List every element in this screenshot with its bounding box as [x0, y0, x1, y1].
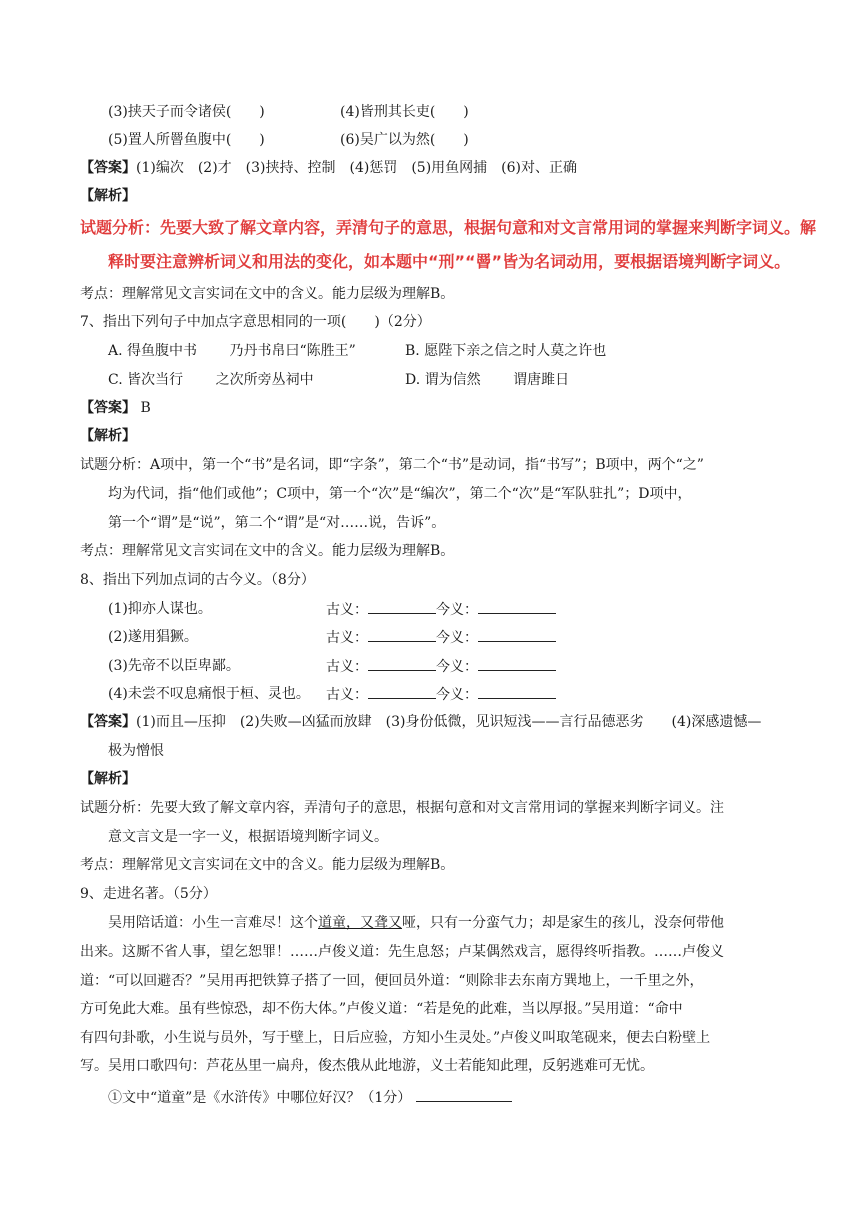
passage-line: 写。吴用口歌四句：芦花丛里一扁舟，俊杰俄从此地游，义士若能知此理，反躬逃难可无忧。	[80, 1058, 654, 1074]
kaodian: 考点：理解常见文言实词在文中的含义。能力层级为理解B。	[80, 543, 455, 559]
passage-line: 吴用陪话道：小生一言难尽！这个道童，又聋又哑，只有一分蛮气力；却是家生的孩儿，没奈何带他	[108, 915, 724, 931]
q7-answer	[80, 399, 151, 417]
answer-blank[interactable]	[416, 1088, 512, 1102]
answer-tag: 【答案】	[80, 714, 136, 730]
option-a: A. 得鱼腹中书 乃丹书帛曰“陈胜王”	[108, 343, 356, 359]
analysis-red-line: 试题分析：先要大致了解文章内容，弄清句子的意思，根据句意和对文言常用词的掌握来判断字词义。解	[80, 218, 817, 237]
analysis-line: 第一个“谓”是“说”，第二个“谓”是“对……说，告诉”。	[108, 515, 446, 531]
kaodian: 考点：理解常见文言实词在文中的含义。能力层级为理解B。	[80, 857, 455, 873]
gu-blank[interactable]	[368, 657, 436, 671]
gu-blank[interactable]	[368, 628, 436, 642]
passage-line: 有四句卦歌，小生说与员外，写于壁上，日后应验，方知小生灵处。”卢俊义叫取笔砚来，便去白粉壁上	[80, 1030, 711, 1046]
gu-jin-row: 古义： 今义：	[326, 657, 556, 676]
analysis-line: 意文言文是一字一义，根据语境判断字词义。	[108, 829, 388, 845]
answer-text: (1)而且—压抑 (2)失败—凶猛而放肆 (3)身份低微，见识短浅——言行品德恶劣 (4)深感遗憾—	[136, 714, 762, 730]
q8-item: (2)遂用猖獗。	[108, 629, 198, 645]
passage-line: 道：“可以回避否？”吴用再把铁算子搭了一回，便回员外道：“则除非去东南方巽地上，一千里之外，	[80, 973, 704, 989]
q8-item: (4)未尝不叹息痛恨于桓、灵也。	[108, 686, 310, 702]
gu-jin-row: 古义： 今义：	[326, 628, 556, 647]
option-c: C. 皆次当行 之次所旁丛祠中	[108, 372, 314, 388]
q6-item-4: (4)皆刑其长吏( )	[340, 104, 469, 120]
answer-tag: 【答案】	[80, 160, 136, 176]
answer-text: (1)编次 (2)才 (3)挟持、控制 (4)惩罚 (5)用鱼网捕 (6)对、正确	[136, 160, 577, 176]
gu-jin-row: 古义： 今义：	[326, 685, 556, 704]
analysis-line: 试题分析：A项中，第一个“书”是名词，即“字条”，第二个“书”是动词，指“书写”；B项中，两个“之”	[80, 457, 704, 473]
q6-item-6: (6)吴广以为然( )	[340, 132, 469, 148]
q8-item: (1)抑亦人谋也。	[108, 601, 212, 617]
analysis-tag: 【解析】	[80, 428, 136, 444]
analysis-tag: 【解析】	[80, 771, 136, 787]
passage-line: 出来。这厮不省人事，望乞恕罪！……卢俊义道：先生息怒；卢某偶然戏言，愿得终听指教。……卢俊义	[80, 944, 724, 960]
gu-blank[interactable]	[368, 600, 436, 614]
q6-item-3: (3)挟天子而令诸侯( )	[108, 104, 265, 120]
q8-answer	[80, 713, 761, 731]
gu-blank[interactable]	[368, 685, 436, 699]
jin-blank[interactable]	[478, 600, 556, 614]
q6-answer	[80, 159, 577, 177]
passage-line: 方可免此大难。虽有些惊恐，却不伤大体。”卢俊义道：“若是免的此难，当以厚报。”吴用道：“命中	[80, 1001, 683, 1017]
answer-tag: 【答案】	[80, 400, 136, 416]
question-title: 9、走进名著。（5分）	[80, 886, 217, 902]
sub-question: ①文中“道童”是《水浒传》中哪位好汉？（1分）	[108, 1088, 512, 1107]
analysis-line: 试题分析：先要大致了解文章内容，弄清句子的意思，根据句意和对文言常用词的掌握来判断字词义。注	[80, 800, 724, 816]
answer-text: 极为憎恨	[108, 743, 164, 759]
gu-jin-row: 古义： 今义：	[326, 600, 556, 619]
analysis-tag: 【解析】	[80, 188, 136, 204]
question-title: 8、指出下列加点词的古今义。（8分）	[80, 572, 315, 588]
option-d: D. 谓为信然 谓唐雎日	[405, 372, 570, 388]
jin-blank[interactable]	[478, 628, 556, 642]
jin-blank[interactable]	[478, 657, 556, 671]
answer-text: B	[140, 400, 151, 416]
jin-blank[interactable]	[478, 685, 556, 699]
analysis-line: 均为代词，指“他们或他”；C项中，第一个“次”是“编次”，第二个“次”是“军队驻扎”；D项中，	[108, 486, 692, 502]
underlined-text: 道童，又聋又	[318, 915, 402, 931]
q8-item: (3)先帝不以臣卑鄙。	[108, 658, 240, 674]
analysis-red-line: 释时要注意辨析词义和用法的变化，如本题中“刑”“罾”皆为名词动用，要根据语境判断字词义。	[108, 252, 791, 271]
kaodian: 考点：理解常见文言实词在文中的含义。能力层级为理解B。	[80, 286, 455, 302]
question-title: 7、指出下列句子中加点字意思相同的一项( )（2分）	[80, 314, 431, 330]
option-b: B. 愿陛下亲之信之时人莫之许也	[405, 343, 607, 359]
q6-item-5: (5)置人所罾鱼腹中( )	[108, 132, 265, 148]
